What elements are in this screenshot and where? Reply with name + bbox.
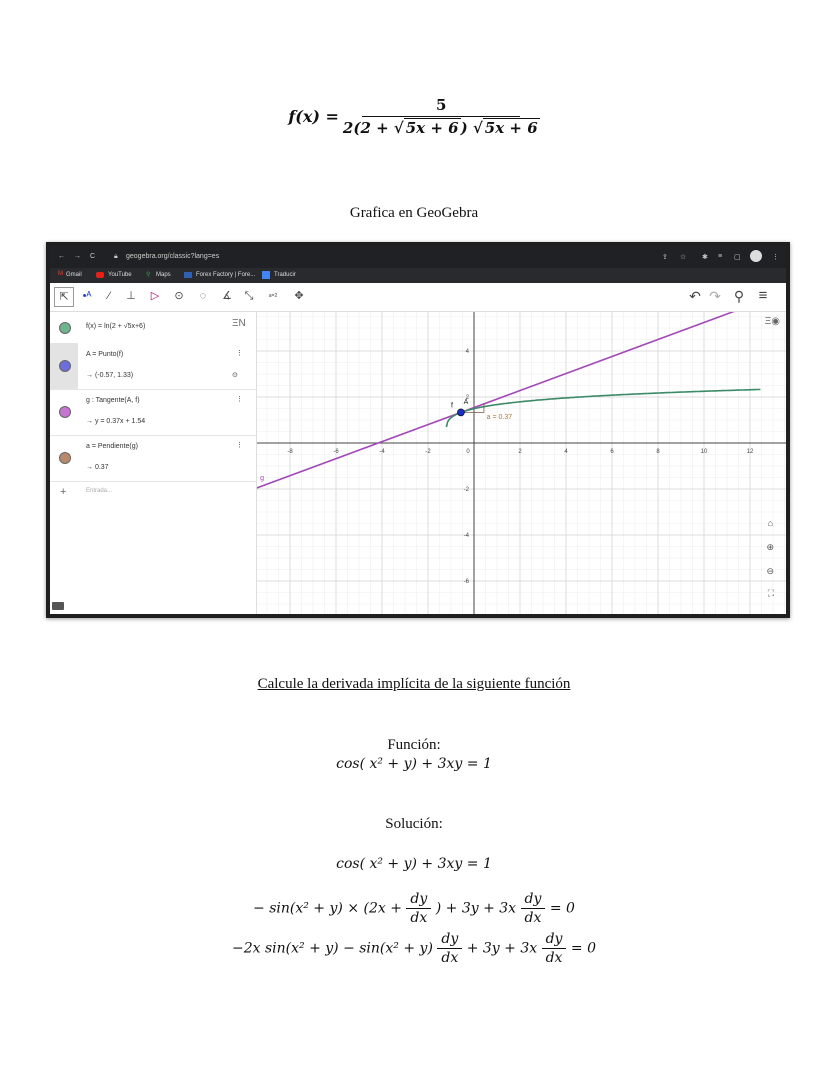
search-icon[interactable]: ⚲ <box>733 288 745 304</box>
move-icon[interactable]: ⇱ <box>54 287 74 307</box>
star-icon[interactable]: ☆ <box>680 254 687 261</box>
bookmark-gmail[interactable]: Gmail <box>66 272 82 278</box>
step3-a: −2x sin(x² + y) − sin(x² + y) <box>231 940 433 957</box>
step2-equation <box>0 892 828 925</box>
sqrt-sign: √ <box>472 119 483 137</box>
reflect-icon[interactable]: ⤡ <box>244 290 254 302</box>
caption: Grafica en GeoGebra <box>349 205 479 221</box>
x-tick-label: 8 <box>656 449 660 455</box>
forexfactory-icon <box>184 272 192 278</box>
geogebra-app <box>50 283 786 614</box>
formula1-rad1: 5x + 6 <box>405 119 459 137</box>
algebra-item-a[interactable] <box>50 435 256 482</box>
polygon-icon[interactable]: ▷ <box>150 290 160 302</box>
dy: dy <box>437 932 462 949</box>
dy: dy <box>542 932 567 949</box>
media-icon[interactable]: ≡ <box>718 253 723 260</box>
sidepanel-icon[interactable]: ▢ <box>734 254 741 261</box>
visibility-toggle[interactable] <box>59 406 71 418</box>
algebra-item-f[interactable] <box>50 312 256 344</box>
slider-label: a=2 <box>268 293 278 299</box>
slider-icon[interactable] <box>264 287 282 305</box>
more-icon[interactable]: ⋮ <box>236 442 243 449</box>
label-g: g <box>260 474 265 482</box>
x-tick-label: 12 <box>746 449 754 455</box>
circle-icon[interactable]: ⊙ <box>174 290 184 302</box>
formula1-rad2: 5x + 6 <box>484 119 538 137</box>
graphics-view[interactable] <box>257 312 786 614</box>
algebra-view <box>50 312 257 614</box>
formula1-den-prefix: 2(2 + <box>342 119 394 137</box>
bookmark-forexfactory[interactable]: Forex Factory | Fore... <box>196 272 256 278</box>
play-icon[interactable]: ⊙ <box>232 372 238 379</box>
y-tick-label: 2 <box>465 395 469 401</box>
algebra-value-A: → (-0.57, 1.33) <box>86 372 134 379</box>
share-icon[interactable]: ⇪ <box>662 254 668 261</box>
dy-dx-fraction <box>406 892 431 925</box>
bookmark-youtube[interactable]: YouTube <box>108 272 132 278</box>
step3-c: = 0 <box>570 940 596 957</box>
move-graphics-icon[interactable]: ✥ <box>294 290 304 302</box>
y-tick-label: -2 <box>463 487 469 493</box>
keyboard-icon[interactable] <box>52 602 64 610</box>
step1-equation: cos( x² + y) + 3xy = 1 <box>336 856 492 872</box>
step2-b: ) + 3y + 3x <box>435 900 517 917</box>
circle-three-points-icon[interactable]: ◌ <box>199 290 207 302</box>
visibility-toggle[interactable] <box>59 452 71 464</box>
dy: dy <box>521 892 546 909</box>
formula1-den-mid: ) <box>460 119 468 137</box>
algebra-def-a[interactable]: a = Pendiente(g) <box>86 443 138 450</box>
browser-toolbar <box>50 246 786 268</box>
visibility-toggle[interactable] <box>59 360 71 372</box>
zoom-out-icon[interactable]: ⊖ <box>766 566 774 576</box>
tangent-line-g <box>257 312 773 488</box>
formula-derivative <box>0 96 828 137</box>
keyboard-toggle-icon[interactable]: ΞN <box>232 318 246 329</box>
dx: dx <box>410 910 428 926</box>
bookmarks-bar <box>50 268 786 283</box>
step3-equation <box>0 932 828 965</box>
label-f: f <box>451 402 453 410</box>
x-tick-label: -8 <box>287 449 293 455</box>
translate-icon <box>262 271 270 279</box>
line-icon[interactable]: ⁄ <box>108 290 110 302</box>
maps-icon: ⚲ <box>146 272 151 278</box>
label-A: A <box>463 398 469 406</box>
url-bar[interactable]: geogebra.org/classic?lang=es <box>126 253 220 260</box>
algebra-value-g: → y = 0.37x + 1.54 <box>86 418 146 425</box>
x-tick-label: -2 <box>425 449 431 455</box>
x-tick-label: 0 <box>466 449 470 455</box>
bookmark-maps[interactable]: Maps <box>156 272 171 278</box>
heading-text: Calcule la derivada implícita de la siguiente función <box>257 676 571 692</box>
dy-dx-fraction <box>542 932 567 965</box>
step2-c: = 0 <box>549 900 575 917</box>
dy: dy <box>406 892 431 909</box>
algebra-input[interactable]: Entrada... <box>86 488 113 494</box>
main-menu-icon[interactable]: ≡ <box>758 287 768 304</box>
point-A <box>457 409 464 416</box>
formula1-fraction <box>343 96 540 137</box>
formula1-lhs: f(x) = <box>288 107 339 126</box>
geogebra-screenshot <box>46 242 790 618</box>
undo-icon[interactable]: ↶ <box>689 288 701 304</box>
point-icon[interactable]: •ᴬ <box>82 290 92 302</box>
algebra-def-f[interactable]: f(x) = ln(2 + √5x+6) <box>86 323 146 330</box>
algebra-value-a: → 0.37 <box>86 464 109 471</box>
avatar[interactable] <box>750 250 762 262</box>
back-icon[interactable]: ← <box>58 253 65 260</box>
redo-icon[interactable]: ↷ <box>709 288 721 304</box>
style-bar-icon[interactable]: Ξ◉ <box>764 316 780 327</box>
step3-b: + 3y + 3x <box>466 940 538 957</box>
dy-dx-fraction <box>521 892 546 925</box>
formula1-denominator <box>343 117 540 137</box>
section-heading <box>0 676 828 693</box>
x-tick-label: -6 <box>333 449 339 455</box>
more-icon[interactable]: ⋮ <box>236 350 243 357</box>
zoom-in-icon[interactable]: ⊕ <box>766 542 774 552</box>
more-icon[interactable]: ⋮ <box>236 396 243 403</box>
visibility-toggle[interactable] <box>59 322 71 334</box>
x-tick-label: -4 <box>379 449 385 455</box>
extensions-icon[interactable]: ✱ <box>702 254 708 261</box>
x-tick-label: 6 <box>610 449 614 455</box>
y-tick-label: 4 <box>465 349 469 355</box>
sqrt-sign: √ <box>393 119 404 137</box>
x-tick-label: 2 <box>518 449 522 455</box>
x-tick-label: 4 <box>564 449 568 455</box>
solucion-label: Solución: <box>385 816 443 832</box>
label-slope-a: a = 0.37 <box>486 413 513 421</box>
graph-canvas[interactable] <box>257 312 786 614</box>
angle-icon[interactable]: ∡ <box>222 290 232 302</box>
youtube-icon <box>96 272 104 278</box>
algebra-input-row[interactable] <box>50 481 256 505</box>
funcion-equation: cos( x² + y) + 3xy = 1 <box>336 756 492 772</box>
forward-icon[interactable]: → <box>74 253 81 260</box>
lock-icon: 🔒︎ <box>114 253 118 260</box>
geogebra-toolbar <box>50 283 786 312</box>
algebra-def-A[interactable]: A = Punto(f) <box>86 351 124 358</box>
algebra-item-g[interactable] <box>50 389 256 436</box>
dx: dx <box>441 950 459 966</box>
perpendicular-icon[interactable]: ⊥ <box>126 290 136 302</box>
step2-a: − sin(x² + y) × (2x + <box>253 900 402 917</box>
y-tick-label: -6 <box>463 579 469 585</box>
dy-dx-fraction <box>437 932 462 965</box>
bookmark-translate[interactable]: Traducir <box>274 272 296 278</box>
dx: dx <box>524 910 542 926</box>
menu-icon[interactable]: ⋮ <box>772 254 779 261</box>
gmail-icon: M <box>58 271 63 277</box>
x-tick-label: 10 <box>700 449 708 455</box>
reload-icon[interactable]: C <box>90 253 96 260</box>
funcion-label: Función: <box>387 737 441 753</box>
formula1-numerator: 5 <box>362 96 520 117</box>
fullscreen-icon[interactable]: ⛶ <box>767 588 774 598</box>
algebra-item-A[interactable] <box>50 343 256 390</box>
dx: dx <box>545 950 563 966</box>
algebra-def-g[interactable]: g : Tangente(A, f) <box>86 397 140 404</box>
y-tick-label: -4 <box>463 533 469 539</box>
add-icon[interactable]: + <box>60 486 67 498</box>
home-icon[interactable]: ⌂ <box>767 518 773 528</box>
